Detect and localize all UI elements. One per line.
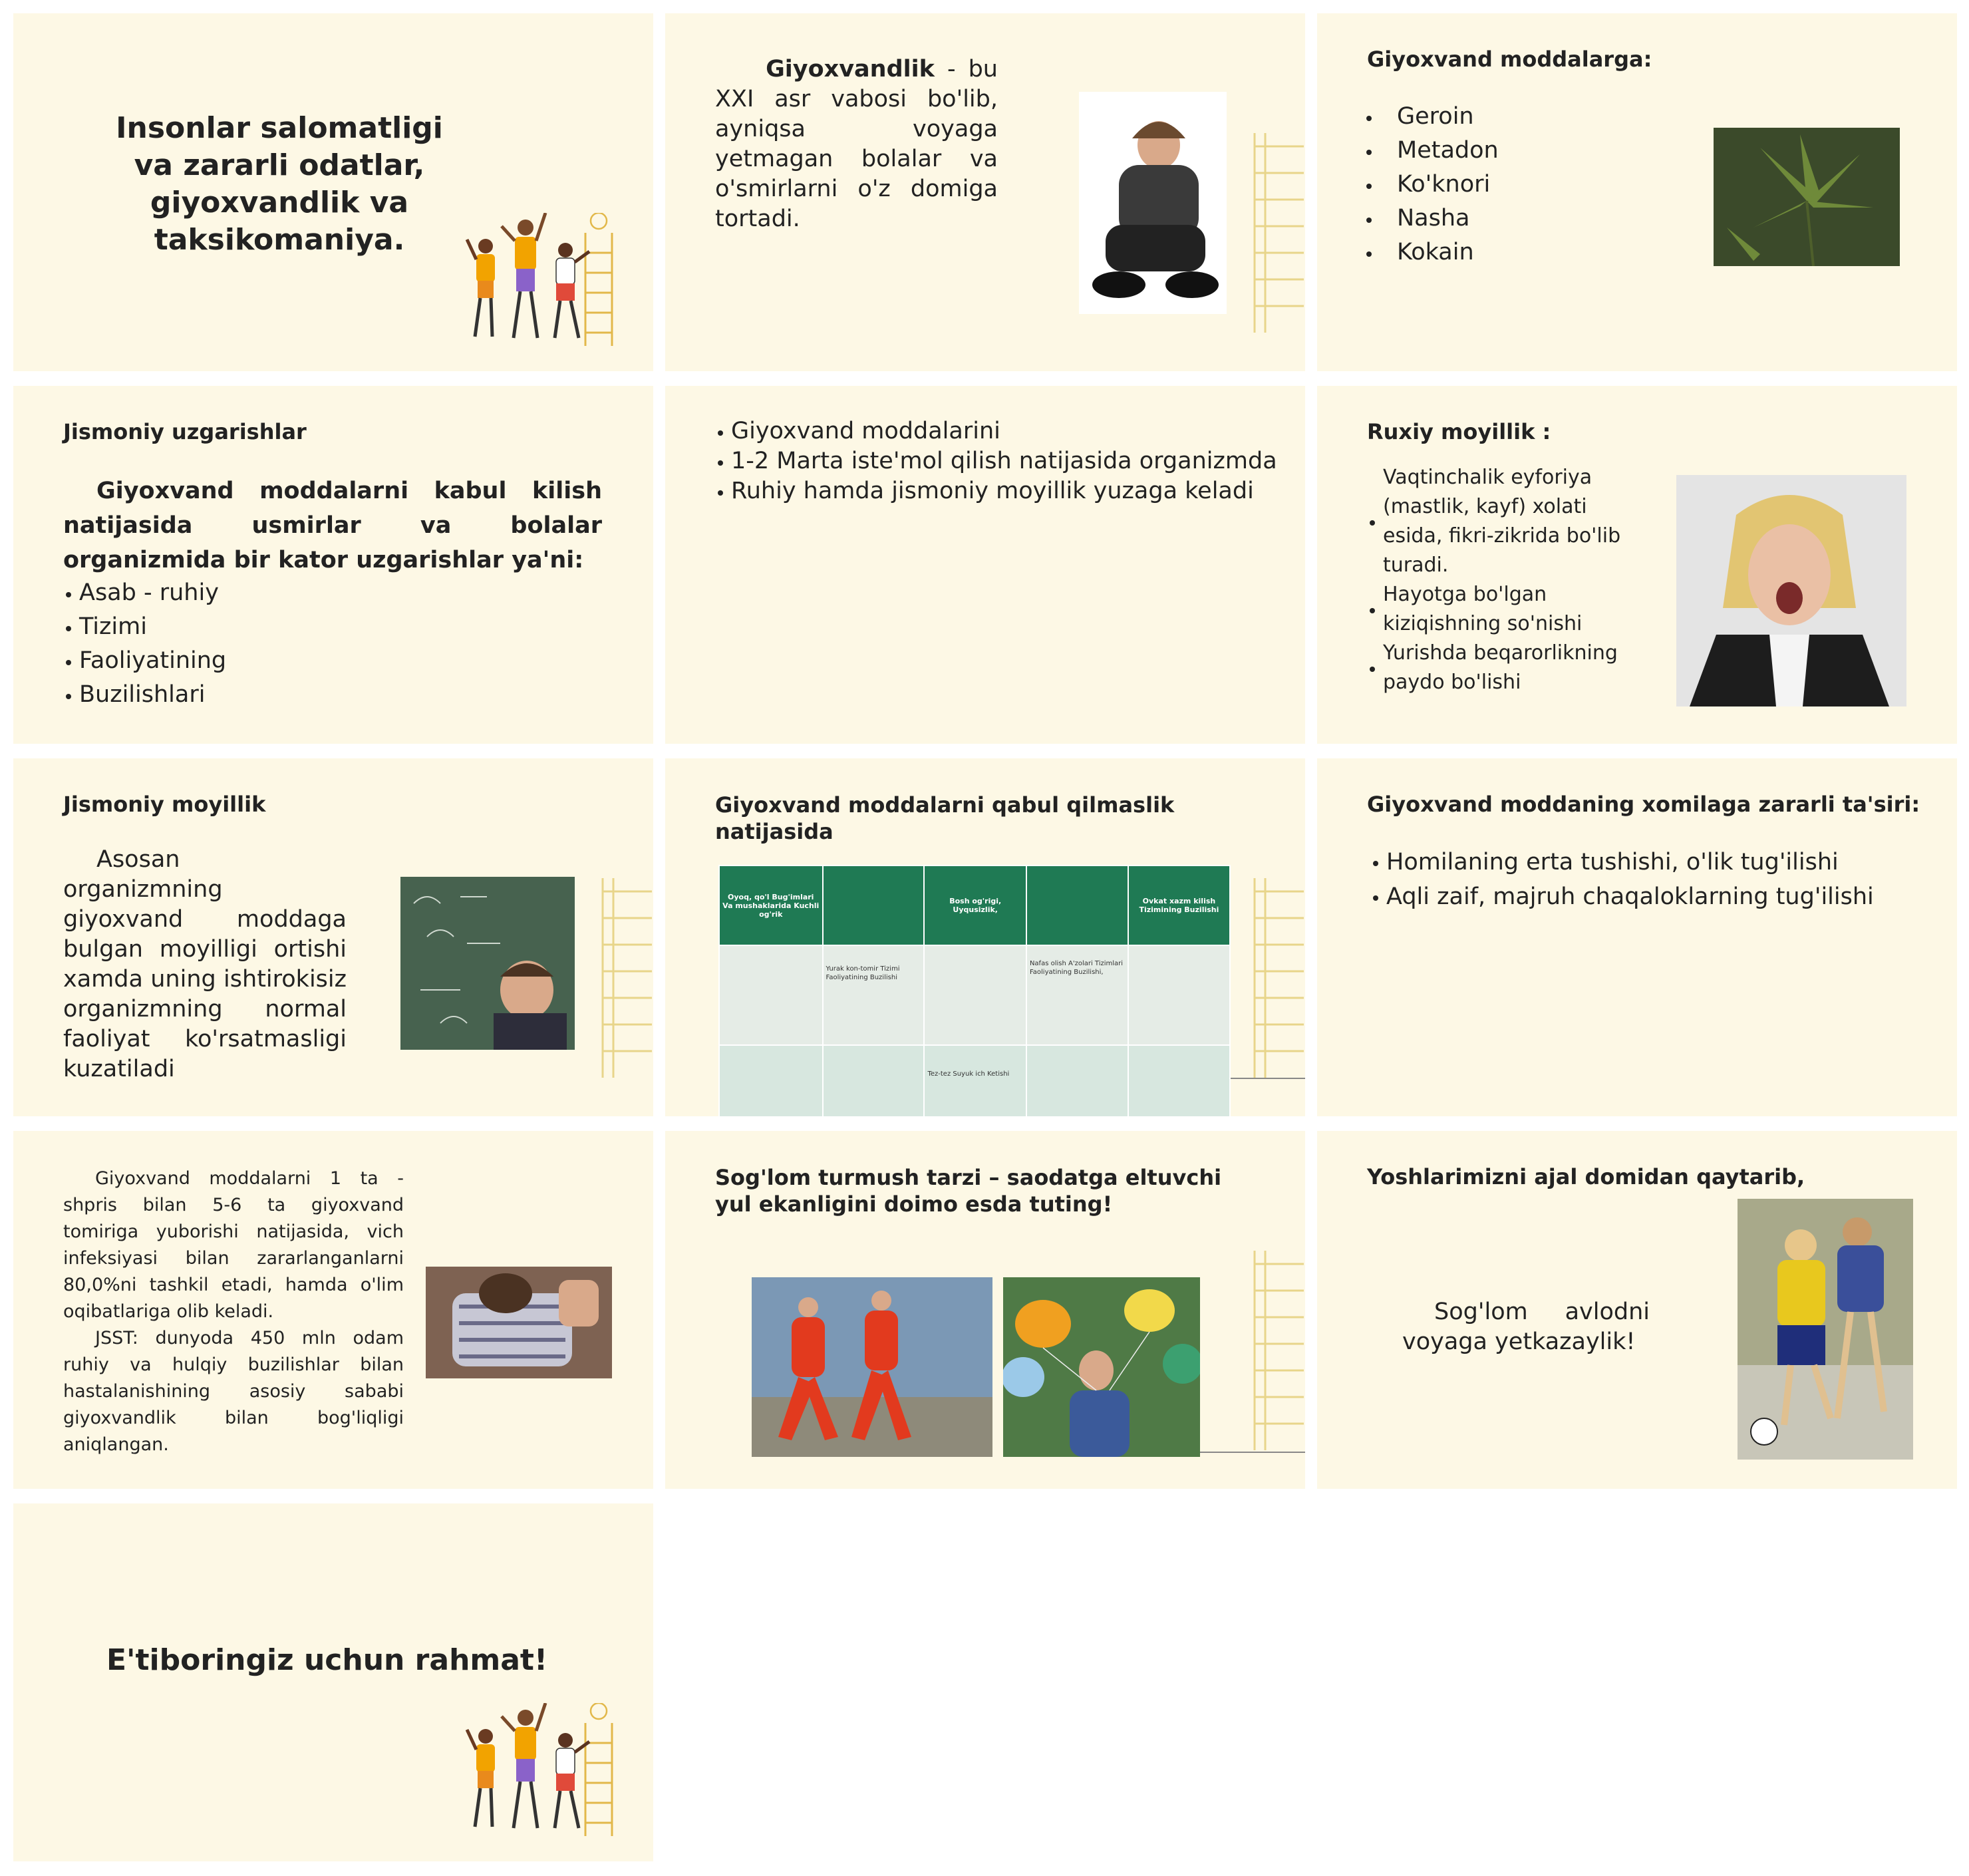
slide-8 <box>665 758 1305 1116</box>
list-item: Geroin <box>1364 100 1563 134</box>
list-item: Ruhiy hamda jismoniy moyillik yuzaga keladi <box>715 476 1287 506</box>
list-item: Tizimi <box>63 610 396 644</box>
table-cell <box>823 1045 925 1116</box>
soccer-players-photo <box>1738 1199 1913 1460</box>
slide-4 <box>13 386 653 744</box>
table-cell: Nafas olish A'zolari Tizimlari Faoliyatining Buzilishi, <box>1026 945 1128 1045</box>
slide-11 <box>665 1131 1305 1489</box>
term-bold: Giyoxvandlik <box>766 56 935 82</box>
student-at-chalkboard-photo <box>400 877 575 1050</box>
people-exercising-icon <box>466 213 619 346</box>
people-exercising-icon <box>466 1703 619 1836</box>
slide-6 <box>1317 386 1957 744</box>
screaming-woman-photo <box>1676 475 1906 706</box>
balloons-family-photo <box>1003 1277 1200 1457</box>
list-item: Homilaning erta tushishi, o'lik tug'ilishi <box>1370 845 1916 879</box>
definition-text: - bu XXI asr vabosi bo'lib, ayniqsa voyaga yetmagan bolalar va o'smirlarni o'z domiga tortadi. <box>715 56 998 232</box>
cannabis-leaves-photo <box>1714 128 1900 266</box>
slide-text <box>715 55 998 234</box>
list-item: Buzilishlari <box>63 678 396 712</box>
table-cell <box>1026 1045 1128 1116</box>
table-row <box>719 1045 1230 1116</box>
ladder-decoration <box>599 878 652 1078</box>
slide-title: E'tiboringiz uchun rahmat! <box>106 1643 548 1677</box>
divider-line <box>1200 1452 1305 1453</box>
table-cell: Bosh og'rigi, Uyqusizlik, <box>924 865 1026 945</box>
slide-13 <box>13 1503 653 1861</box>
slide-text: Asosan organizmning giyoxvand moddaga bulgan moyilligi ortishi xamda uning ishtirokisiz organizmning normal faoliyat ko'rsatmasligi kuzatiladi <box>63 846 347 1082</box>
ladder-decoration <box>1251 878 1304 1078</box>
table-cell <box>1128 945 1230 1045</box>
changes-list <box>63 576 396 712</box>
slide-2 <box>665 13 1305 371</box>
table-cell: Tez-tez Suyuk ich Ketishi <box>924 1045 1026 1116</box>
slide-heading: Giyoxvand moddalarga: <box>1367 47 1652 72</box>
slide-heading: Jismoniy moyillik <box>63 792 266 817</box>
slide-list <box>1370 845 1916 914</box>
injecting-person-photo <box>426 1267 612 1378</box>
list-item: Hayotga bo'lgan kiziqishning so'nishi <box>1367 580 1646 639</box>
table-cell <box>1128 1045 1230 1116</box>
slide-12 <box>1317 1131 1957 1489</box>
divider-line <box>1231 1078 1305 1079</box>
slide-heading: Jismoniy uzgarishlar <box>63 419 307 444</box>
stressed-boy-photo <box>1079 92 1227 314</box>
slide-heading: Ruxiy moyillik : <box>1367 419 1551 444</box>
slide-list <box>1367 463 1646 697</box>
slide-heading: Yoshlarimizni ajal domidan qaytarib, <box>1367 1164 1805 1189</box>
table-row <box>719 945 1230 1045</box>
slide-paragraph: Giyoxvand moddalarni 1 ta -shpris bilan 5-6 ta giyoxvand tomiriga yuborishi natijasida, vich infeksiyasi bilan zararlanganlarni 80,0%ni tashkil etadi, hamda o'lim oqibatlariga olib keladi. <box>63 1168 404 1322</box>
list-item: Faoliyatining <box>63 644 396 678</box>
slide-heading: Giyoxvand moddaning xomilaga zararli ta'siri: <box>1367 792 1920 817</box>
slide-list <box>715 416 1287 506</box>
table-cell: Yurak kon-tomir Tizimi Faoliyatining Buzilishi <box>823 945 925 1045</box>
table-cell <box>1026 865 1128 945</box>
table-cell: Ovkat xazm kilish Tizimining Buzilishi <box>1128 865 1230 945</box>
list-item: Metadon <box>1364 134 1563 168</box>
slide-9 <box>1317 758 1957 1116</box>
table-cell <box>924 945 1026 1045</box>
slide-title: Insonlar salomatligi va zararli odatlar, giyoxvandlik va taksikomaniya. <box>116 111 443 257</box>
slide-heading: Sog'lom turmush tarzi – saodatga eltuvchi yul ekanligini doimo esda tuting! <box>715 1165 1222 1217</box>
slide-heading: Giyoxvand moddalarni qabul qilmaslik natijasida <box>715 792 1175 844</box>
slide-10 <box>13 1131 653 1489</box>
runners-photo <box>752 1277 992 1457</box>
slide-3 <box>1317 13 1957 371</box>
list-item: Ko'knori <box>1364 168 1563 202</box>
slide-paragraph: Giyoxvand moddalarni kabul kilish natijasida usmirlar va bolalar organizmida bir kator uzgarishlar ya'ni: <box>63 478 602 573</box>
table-cell <box>823 865 925 945</box>
slide-1 <box>13 13 653 371</box>
slide-text: Sog'lom avlodni voyaga yetkazaylik! <box>1402 1299 1650 1355</box>
ladder-decoration <box>1251 1251 1304 1450</box>
symptoms-table <box>718 865 1231 1116</box>
table-cell: Oyoq, qo'l Bug'imlari Va mushaklarida Kuchli og'rik <box>719 865 823 945</box>
table-cell <box>719 1045 823 1116</box>
list-item: Yurishda beqarorlikning paydo bo'lishi <box>1367 639 1646 697</box>
slide-5 <box>665 386 1305 744</box>
list-item: Nasha <box>1364 202 1563 235</box>
table-header-row <box>719 865 1230 945</box>
slide-7 <box>13 758 653 1116</box>
list-item: Asab - ruhiy <box>63 576 396 610</box>
list-item: Giyoxvand moddalarini <box>715 416 1287 446</box>
list-item: Aqli zaif, majruh chaqaloklarning tug'ilishi <box>1370 879 1916 914</box>
list-item: 1-2 Marta iste'mol qilish natijasida organizmda <box>715 446 1287 476</box>
substances-list <box>1364 100 1563 269</box>
list-item: Kokain <box>1364 235 1563 269</box>
list-item: Vaqtinchalik eyforiya (mastlik, kayf) xolati esida, fikri-zikrida bo'lib turadi. <box>1367 463 1646 580</box>
slide-paragraph: JSST: dunyoda 450 mln odam ruhiy va hulqiy buzilishlar bilan hastalanishining asosiy sababi giyoxvandlik bilan bog'liqligi aniqlangan. <box>63 1328 404 1455</box>
table-cell <box>719 945 823 1045</box>
ladder-decoration <box>1251 133 1304 333</box>
